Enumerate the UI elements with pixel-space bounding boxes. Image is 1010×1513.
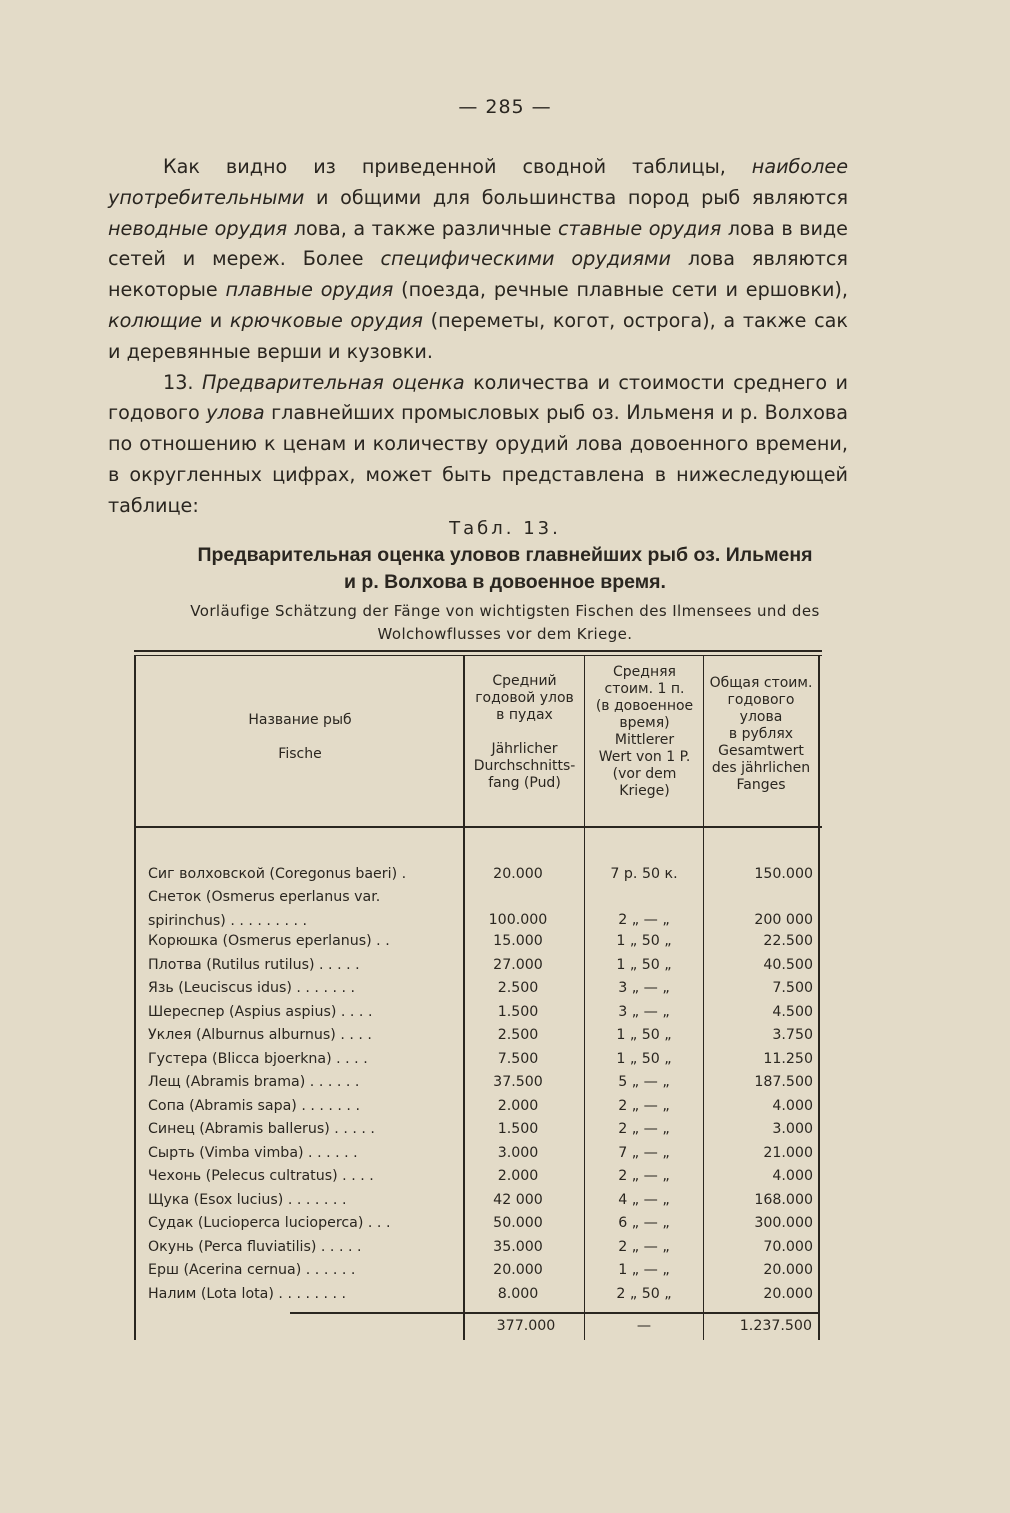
table-row <box>148 1071 813 1095</box>
header-line: Mittlerer <box>614 732 675 748</box>
total-value: 3.000 <box>772 1121 813 1137</box>
italic-span: неводные орудия <box>108 216 288 240</box>
table-row <box>148 1283 813 1307</box>
total-rule <box>290 1312 820 1314</box>
table-row <box>148 930 813 954</box>
header-line: Kriege) <box>619 783 670 799</box>
header-line: стоим. 1 п. <box>604 681 685 697</box>
table-title-russian <box>120 542 890 596</box>
annual-catch: 35.000 <box>493 1238 543 1255</box>
fish-name: Окунь (Perca fluviatilis) . . . . . <box>148 1238 362 1255</box>
italic-span: специфическими орудиями <box>380 247 671 271</box>
header-line: Durchschnitts- <box>473 758 576 774</box>
table-row <box>148 1024 813 1048</box>
header-line <box>140 729 460 746</box>
text-span: главнейших промысловых рыб оз. Ильменя и р. Волхова по отношению к ценам и количеству орудий лова довоенного времени, в округленных цифрах, может быть представлена в нижеследующей таблице: <box>108 401 848 517</box>
fish-name: Налим (Lota lota) . . . . . . . . <box>148 1285 347 1302</box>
italic-span: плавные орудия <box>225 278 394 302</box>
total-value: 300.000 <box>754 1215 813 1231</box>
header-line: fang (Pud) <box>488 775 561 791</box>
price-per-pud: 3 „ — „ <box>618 1003 670 1020</box>
text-span: Как видно из приведенной сводной таблицы, <box>163 155 752 178</box>
total-value: 187.500 <box>754 1074 813 1090</box>
section-number: 13. <box>163 370 202 394</box>
price-per-pud: 2 „ 50 „ <box>616 1285 672 1302</box>
header-line: годовой улов <box>475 690 574 706</box>
title-line: Предварительная оценка уловов главнейших рыб оз. Ильменя <box>197 544 813 566</box>
table-row <box>148 886 813 933</box>
annual-catch: 42 000 <box>493 1191 543 1208</box>
fish-name: Плотва (Rutilus rutilus) . . . . . <box>148 956 360 973</box>
price-per-pud: 1 „ 50 „ <box>616 1027 672 1043</box>
header-bottom-rule <box>134 826 822 828</box>
fish-name: Корюшка (Osmerus eperlanus) . . <box>148 933 390 949</box>
annual-catch: 2.000 <box>497 1097 539 1114</box>
total-value: 20.000 <box>763 1285 813 1302</box>
price-per-pud: 6 „ — „ <box>618 1215 670 1231</box>
total-value: 4.000 <box>772 1168 813 1184</box>
italic-span: ставные орудия <box>557 216 722 240</box>
total-catch: 377.000 <box>496 1318 556 1334</box>
table-row <box>148 1118 813 1142</box>
grand-total-value: 1.237.500 <box>739 1318 812 1334</box>
fish-name: Синец (Abramis ballerus) . . . . . <box>148 1121 375 1137</box>
header-line: Средняя <box>613 664 676 680</box>
total-value: 200 000 <box>754 912 813 928</box>
total-value: 3.750 <box>772 1027 813 1043</box>
price-per-pud: 7 р. 50 к. <box>610 866 678 882</box>
italic-span: улова <box>206 401 265 425</box>
total-value: 4.500 <box>772 1003 813 1020</box>
table-label: Табл. 13. <box>449 518 561 539</box>
header-line: Fanges <box>736 777 786 793</box>
paragraph-2 <box>108 368 848 522</box>
fish-name: Щука (Esox lucius) . . . . . . . <box>148 1191 347 1208</box>
price-per-pud: 1 „ 50 „ <box>616 933 672 949</box>
total-value: 7.500 <box>772 980 813 996</box>
table-row <box>148 1142 813 1166</box>
table-top-rule-2 <box>134 655 822 656</box>
text-span: лова в виде сетей и мереж. Более <box>108 216 848 271</box>
body-text <box>108 152 848 522</box>
table-title-german <box>110 600 900 646</box>
fish-name: Густера (Blicca bjoerkna) . . . . <box>148 1050 368 1067</box>
price-per-pud: 2 „ — „ <box>618 1121 670 1137</box>
annual-catch: 27.000 <box>493 956 543 973</box>
italic-span: наиболее употребительными <box>108 155 848 209</box>
title-line: Wolchowflusses vor dem Kriege. <box>377 625 633 643</box>
header-line: Jährlicher <box>491 741 558 757</box>
fish-name: Язь (Leuciscus idus) . . . . . . . <box>148 980 356 996</box>
fish-name: Уклея (Alburnus alburnus) . . . . <box>148 1027 372 1043</box>
annual-catch: 1.500 <box>497 1121 539 1137</box>
header-total-value <box>704 675 818 794</box>
fish-name: Ерш (Acerina cernua) . . . . . . <box>148 1262 356 1278</box>
total-value: 70.000 <box>763 1238 813 1255</box>
header-line: Название рыб <box>248 712 352 728</box>
price-per-pud: 1 „ 50 „ <box>616 1050 672 1067</box>
header-line: Fische <box>278 746 322 762</box>
price-per-pud: 2 „ — „ <box>618 1238 670 1255</box>
table-row <box>148 1189 813 1213</box>
header-line: (vor dem <box>612 766 677 782</box>
table-row <box>148 1259 813 1283</box>
header-average-price <box>586 664 703 800</box>
header-fish-name <box>140 712 460 763</box>
header-line: годового <box>727 692 795 708</box>
table-row <box>148 1212 813 1236</box>
price-per-pud: 2 „ — „ <box>618 912 670 928</box>
fish-name: Шереспер (Aspius aspius) . . . . <box>148 1003 373 1020</box>
total-value: 168.000 <box>754 1191 813 1208</box>
page-number: — 285 — <box>458 96 552 118</box>
annual-catch: 8.000 <box>497 1285 539 1302</box>
text-span: (поезда, речные плавные сети и ершовки), <box>393 278 848 302</box>
text-span: лова являются некоторые <box>108 247 848 302</box>
header-line: Gesamtwert <box>718 743 804 759</box>
total-price: — <box>636 1318 652 1334</box>
annual-catch: 3.000 <box>497 1144 539 1161</box>
annual-catch: 2.500 <box>497 980 539 996</box>
header-line: улова <box>739 709 783 725</box>
header-line: в пудах <box>496 707 553 723</box>
table-row <box>148 863 813 887</box>
annual-catch: 20.000 <box>493 866 543 882</box>
fish-name: Лещ (Abramis brama) . . . . . . <box>148 1074 360 1090</box>
annual-catch: 37.500 <box>493 1074 543 1090</box>
price-per-pud: 3 „ — „ <box>618 980 670 996</box>
total-value: 40.500 <box>763 956 813 973</box>
price-per-pud: 1 „ 50 „ <box>616 956 672 973</box>
italic-span: крючковые орудия <box>229 308 423 332</box>
annual-catch: 20.000 <box>493 1262 543 1278</box>
annual-catch: 100.000 <box>488 912 548 928</box>
annual-catch: 2.500 <box>497 1027 539 1043</box>
table-right-border <box>818 655 820 1340</box>
price-per-pud: 4 „ — „ <box>618 1191 670 1208</box>
header-line: время) <box>619 715 670 731</box>
italic-span: колющие <box>108 308 203 332</box>
table-row <box>148 977 813 1001</box>
total-value: 11.250 <box>763 1050 813 1067</box>
fish-name: Чехонь (Pelecus cultratus) . . . . <box>148 1168 374 1184</box>
header-line: Wert von 1 P. <box>598 749 691 765</box>
table-row <box>148 1001 813 1025</box>
annual-catch: 1.500 <box>497 1003 539 1020</box>
fish-name: Сырть (Vimba vimba) . . . . . . <box>148 1144 358 1161</box>
total-value: 4.000 <box>772 1097 813 1114</box>
title-line: и р. Волхова в довоенное время. <box>344 571 666 593</box>
table-row <box>148 1165 813 1189</box>
annual-catch: 2.000 <box>497 1168 539 1184</box>
text-span: и <box>202 308 230 332</box>
header-line: des jährlichen <box>711 760 811 776</box>
price-per-pud: 1 „ — „ <box>618 1262 670 1278</box>
price-per-pud: 5 „ — „ <box>618 1074 670 1090</box>
header-line <box>466 724 583 741</box>
table-row <box>148 1095 813 1119</box>
table-row <box>148 1236 813 1260</box>
table-top-rule <box>134 650 822 652</box>
text-span: и общими для большинства пород рыб являются <box>304 185 848 209</box>
header-line: (в довоенное <box>595 698 694 714</box>
price-per-pud: 7 „ — „ <box>618 1144 670 1161</box>
title-line: Vorläufige Schätzung der Fänge von wichtigsten Fischen des Ilmensees und des <box>190 602 820 620</box>
total-value: 20.000 <box>763 1262 813 1278</box>
annual-catch: 50.000 <box>493 1215 543 1231</box>
table-left-border <box>134 655 136 1340</box>
text-span: лова, а также различные <box>287 216 558 240</box>
fish-name: Снеток (Osmerus eperlanus var. spirinchus) . . . . . . . . . <box>148 889 381 929</box>
table-row <box>148 954 813 978</box>
annual-catch: 15.000 <box>493 933 543 949</box>
annual-catch: 7.500 <box>497 1050 539 1067</box>
total-value: 22.500 <box>763 933 813 949</box>
text-span: количества и стоимости среднего и годового <box>108 370 849 425</box>
header-line: Общая стоим. <box>709 675 813 691</box>
header-annual-catch <box>466 673 583 792</box>
price-per-pud: 2 „ — „ <box>618 1097 670 1114</box>
text-span: (переметы, когот, острога), а также сак и деревянные верши и кузовки. <box>108 308 849 363</box>
fish-name: Судак (Lucioperca lucioperca) . . . <box>148 1215 391 1231</box>
paragraph-1 <box>108 152 848 368</box>
total-value: 150.000 <box>754 866 813 882</box>
table-row <box>148 1048 813 1072</box>
price-per-pud: 2 „ — „ <box>618 1168 670 1184</box>
header-line: в рублях <box>728 726 794 742</box>
italic-span: Предварительная оценка <box>201 370 465 394</box>
fish-name: Сопа (Abramis sapa) . . . . . . . <box>148 1097 360 1114</box>
fish-name: Сиг волховской (Coregonus baeri) . <box>148 866 407 882</box>
header-line: Средний <box>492 673 557 689</box>
total-value: 21.000 <box>763 1144 813 1161</box>
